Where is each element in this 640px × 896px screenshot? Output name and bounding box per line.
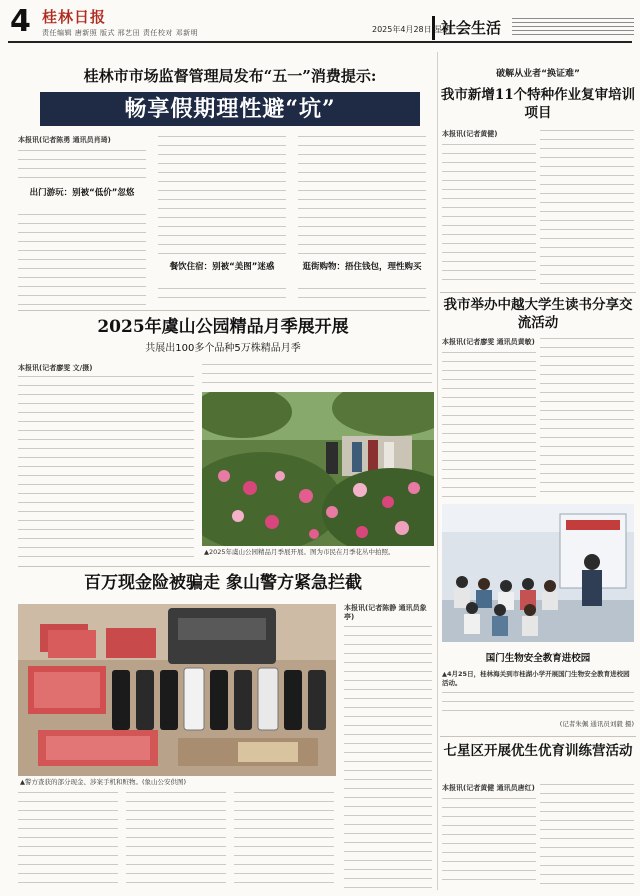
market-text-3 [158,136,286,260]
market-subhead-3: 逛街购物：捂住钱包，理性购买 [302,262,422,272]
newspaper-name: 桂林日报 [42,8,107,26]
staff-credits: 责任编辑 唐新照 版式 邢艺田 责任校对 邓新明 [42,29,199,37]
rose-garden-photo [202,392,434,546]
reading-event-illustration [442,504,634,642]
story-divider [18,566,430,567]
fraud-photo-caption: ▲警方查获的部分现金、涉案手机和赃物。(象山公安供图) [20,778,187,786]
reading-event-photo [442,504,634,642]
seized-cash-photo [18,604,336,776]
campus-credit: (记者朱佩 通讯员刘毅 摄) [559,720,634,728]
market-text-5 [298,136,426,262]
fraud-headline: 百万现金险被骗走 象山警方紧急拦截 [84,573,362,593]
market-text-1 [18,150,146,186]
jobs-kicker: 破解从业者“换证难” [496,69,580,79]
header-decoration [512,18,634,38]
park-photo-caption: ▲2025年虞山公园精品月季展开展。图为市民在月季花丛中拍照。 [204,548,395,556]
rose-garden-illustration [202,392,434,546]
jobs-headline: 我市新增11个特种作业复审培训项目 [440,87,636,121]
fraud-text-2 [126,792,226,888]
qixing-text-1 [442,798,536,888]
header-rule [8,41,632,43]
reading-text-1 [442,352,536,500]
park-byline: 本报讯(记者廖雯 文/摄) [18,364,93,372]
story-divider [18,310,430,311]
fraud-text-3 [234,792,334,888]
campus-headline: 国门生物安全教育进校园 [485,653,591,664]
qixing-headline: 七星区开展优生优育训练营活动 [443,743,633,759]
park-subheadline: 共展出100多个品种5万株精品月季 [145,343,301,354]
reading-headline: 我市举办中越大学生读书分享交流活动 [443,297,633,331]
qixing-byline: 本报讯(记者黄健 通讯员唐红) [442,784,535,792]
page-number: 4 [10,4,31,39]
section-title: 社会生活 [432,16,508,40]
page-header [0,0,640,46]
market-text-4 [158,288,286,306]
seized-cash-illustration [18,604,336,776]
park-text [18,376,194,562]
fraud-byline: 本报讯(记者陈静 通讯员象亭) [344,604,427,621]
reading-byline: 本报讯(记者廖雯 通讯员黄敏) [442,338,535,346]
reading-text-2 [540,338,634,500]
park-text-top [202,364,432,388]
market-subhead-1: 出门游玩：别被“低价”忽悠 [29,188,135,198]
campus-photo-caption: ▲4月25日，桂林海关到市桂湖小学开展国门生物安全教育进校园活动。 [442,670,630,687]
fraud-text-right [344,626,432,888]
market-subhead-2: 餐饮住宿：别被“美图”迷惑 [169,262,275,272]
story-divider [440,292,636,293]
park-headline: 2025年虞山公园精品月季展开展 [97,317,349,337]
story-divider [440,736,636,737]
market-byline: 本报讯(记者陈勇 通讯员肖琦) [18,136,111,144]
jobs-text-2 [540,130,634,288]
market-text-2 [18,214,146,306]
fraud-text-1 [18,792,118,888]
market-headline: 畅享假期理性避“坑” [40,92,420,126]
issue-date: 2025年4月28日 星期一 [372,25,459,34]
jobs-text-1 [442,144,536,288]
market-kicker: 桂林市市场监督管理局发布“五一”消费提示: [83,67,377,85]
market-text-6 [298,288,426,306]
column-divider [437,52,438,890]
qixing-text-2 [540,784,634,888]
jobs-byline: 本报讯(记者黄健) [442,130,498,138]
campus-text [442,692,634,718]
